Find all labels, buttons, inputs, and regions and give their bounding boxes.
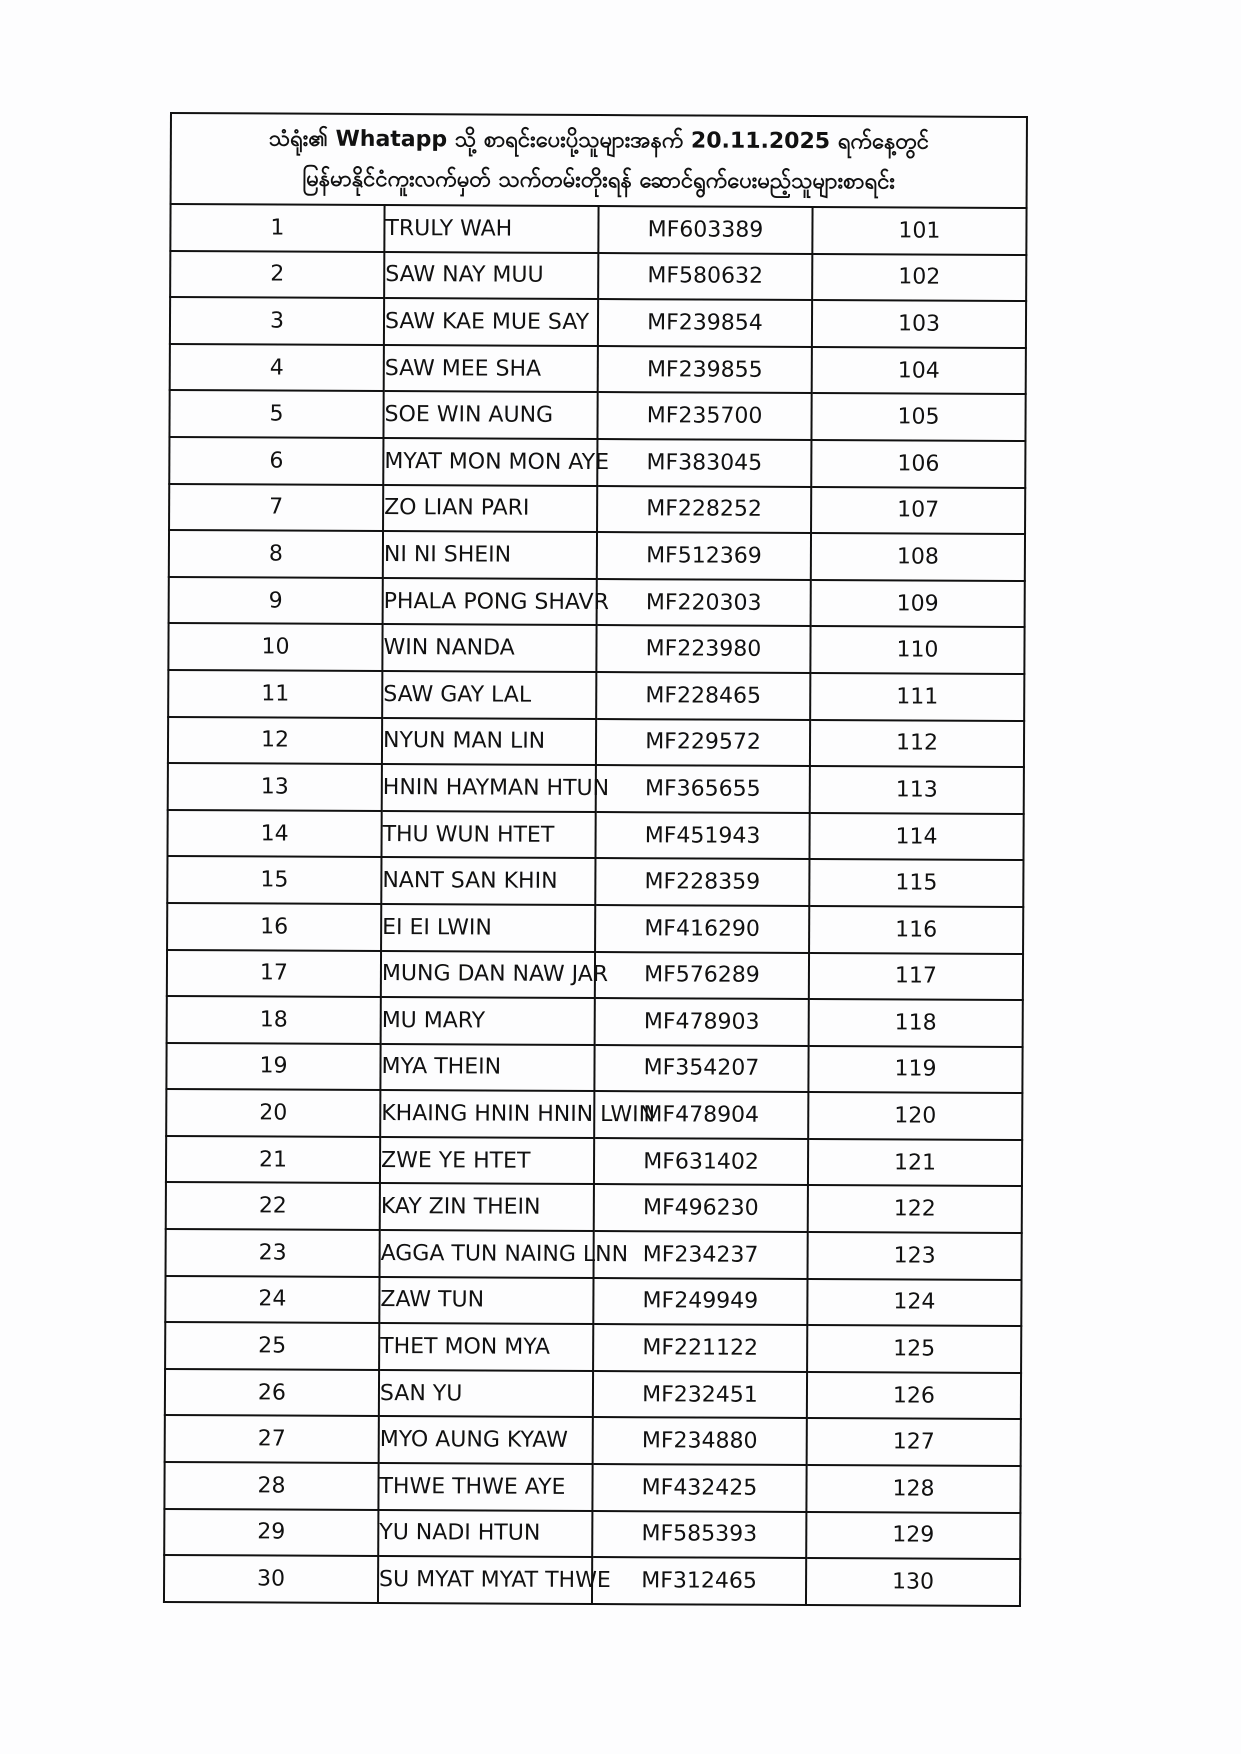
sequence-number-cell: 122 (808, 1185, 1022, 1233)
sequence-number-cell: 114 (809, 813, 1023, 861)
sequence-number-cell: 117 (809, 953, 1023, 1001)
sequence-number-cell: 109 (811, 580, 1025, 628)
sequence-number-cell: 103 (812, 300, 1026, 348)
name-cell: THET MON MYA (379, 1323, 593, 1371)
roster-table (163, 112, 1028, 1607)
sequence-number-cell: 124 (807, 1279, 1021, 1327)
table-row (166, 1182, 1022, 1233)
row-number-cell: 19 (166, 1043, 380, 1091)
passport-number-cell: MF223980 (596, 625, 810, 673)
passport-number-cell: MF220303 (597, 579, 811, 627)
title-line-2: မြန်မာနိုင်ငံကူးလက်မှတ် သက်တမ်းတိုးရန် ဆောင်ရွက်ပေးမည့်သူများစာရင်း (302, 166, 895, 194)
row-number-cell: 27 (165, 1415, 379, 1463)
row-number-cell: 25 (165, 1322, 379, 1370)
sequence-number-cell: 121 (808, 1139, 1022, 1187)
table-row (166, 1043, 1022, 1094)
sequence-number-cell: 110 (810, 626, 1024, 674)
sequence-number-cell: 105 (811, 393, 1025, 441)
table-row (167, 903, 1023, 954)
title-row (171, 113, 1027, 208)
passport-number-cell: MF234237 (594, 1231, 808, 1279)
name-cell: THU WUN HTET (381, 811, 595, 859)
sequence-number-cell: 101 (812, 207, 1026, 255)
name-cell: KHAING HNIN HNIN LWIN (380, 1090, 594, 1138)
passport-number-cell: MF228252 (597, 486, 811, 534)
name-cell: SU MYAT MYAT THWE (378, 1556, 592, 1604)
table-row (169, 437, 1025, 488)
row-number-cell: 15 (167, 856, 381, 904)
name-cell: MYO AUNG KYAW (379, 1416, 593, 1464)
row-number-cell: 16 (167, 903, 381, 951)
table-row (166, 1136, 1022, 1187)
passport-number-cell: MF603389 (598, 206, 812, 254)
name-cell: PHALA PONG SHAVR (383, 578, 597, 626)
row-number-cell: 1 (170, 204, 384, 252)
passport-number-cell: MF229572 (596, 719, 810, 767)
passport-number-cell: MF239855 (598, 346, 812, 394)
name-cell: AGGA TUN NAING LNN (380, 1230, 594, 1278)
passport-number-cell: MF478903 (595, 998, 809, 1046)
passport-number-cell: MF432425 (592, 1464, 806, 1512)
row-number-cell: 6 (169, 437, 383, 485)
title-cell (171, 113, 1027, 208)
table-row (168, 717, 1024, 768)
passport-number-cell: MF451943 (595, 812, 809, 860)
row-number-cell: 18 (167, 996, 381, 1044)
sequence-number-cell: 127 (807, 1418, 1021, 1466)
row-number-cell: 11 (168, 670, 382, 718)
table-row (169, 577, 1025, 628)
name-cell: MYAT MON MON AYE (383, 438, 597, 486)
row-number-cell: 12 (168, 717, 382, 765)
table-row (168, 623, 1024, 674)
table-row (169, 484, 1025, 535)
row-number-cell: 4 (170, 344, 384, 392)
passport-number-cell: MF576289 (595, 952, 809, 1000)
sequence-number-cell: 128 (806, 1465, 1020, 1513)
passport-number-cell: MF239854 (598, 299, 812, 347)
table-row (166, 1229, 1022, 1280)
row-number-cell: 24 (165, 1276, 379, 1324)
name-cell: YU NADI HTUN (378, 1510, 592, 1558)
row-number-cell: 8 (169, 530, 383, 578)
row-number-cell: 22 (166, 1182, 380, 1230)
sequence-number-cell: 113 (810, 766, 1024, 814)
name-cell: SAW NAY MUU (384, 252, 598, 300)
passport-number-cell: MF354207 (594, 1045, 808, 1093)
table-row (169, 530, 1025, 581)
sequence-number-cell: 116 (809, 906, 1023, 954)
name-cell: NI NI SHEIN (383, 531, 597, 579)
sequence-number-cell: 112 (810, 720, 1024, 768)
name-cell: WIN NANDA (382, 624, 596, 672)
table-row (164, 1509, 1020, 1560)
sequence-number-cell: 130 (806, 1558, 1020, 1606)
table-row (165, 1369, 1021, 1420)
table-row (169, 390, 1025, 441)
row-number-cell: 29 (164, 1509, 378, 1557)
sequence-number-cell: 111 (810, 673, 1024, 721)
table-row (168, 763, 1024, 814)
roster-sheet (163, 112, 1028, 1607)
name-cell: SAW KAE MUE SAY (384, 298, 598, 346)
passport-number-cell: MF221122 (593, 1324, 807, 1372)
sequence-number-cell: 107 (811, 487, 1025, 535)
table-row (168, 670, 1024, 721)
name-cell: SAW MEE SHA (384, 345, 598, 393)
sequence-number-cell: 115 (809, 859, 1023, 907)
table-row (170, 204, 1026, 255)
table-row (170, 251, 1026, 302)
sequence-number-cell: 119 (808, 1046, 1022, 1094)
name-cell: ZWE YE HTET (380, 1137, 594, 1185)
table-row (165, 1322, 1021, 1373)
table-row (170, 344, 1026, 395)
row-number-cell: 14 (167, 810, 381, 858)
passport-number-cell: MF365655 (596, 765, 810, 813)
row-number-cell: 28 (164, 1462, 378, 1510)
passport-number-cell: MF249949 (593, 1278, 807, 1326)
passport-number-cell: MF383045 (597, 439, 811, 487)
passport-number-cell: MF580632 (598, 253, 812, 301)
title-line-1: သံရုံး၏ Whatapp သို့ စာရင်းပေးပို့သူများအနက် 20.11.2025 ရက်နေ့တွင် (268, 125, 929, 155)
passport-number-cell: MF232451 (593, 1371, 807, 1419)
row-number-cell: 2 (170, 251, 384, 299)
name-cell: MU MARY (381, 997, 595, 1045)
table-row (167, 856, 1023, 907)
name-cell: MUNG DAN NAW JAR (381, 951, 595, 999)
passport-number-cell: MF585393 (592, 1511, 806, 1559)
row-number-cell: 17 (167, 949, 381, 997)
row-number-cell: 13 (168, 763, 382, 811)
passport-number-cell: MF416290 (595, 905, 809, 953)
sequence-number-cell: 106 (811, 440, 1025, 488)
name-cell: ZO LIAN PARI (383, 485, 597, 533)
table-row (167, 810, 1023, 861)
name-cell: NYUN MAN LIN (382, 718, 596, 766)
table-row (164, 1555, 1020, 1606)
passport-number-cell: MF234880 (593, 1417, 807, 1465)
sequence-number-cell: 102 (812, 254, 1026, 302)
table-row (167, 949, 1023, 1000)
name-cell: SAN YU (379, 1370, 593, 1418)
table-row (165, 1415, 1021, 1466)
passport-number-cell: MF235700 (597, 392, 811, 440)
row-number-cell: 5 (169, 390, 383, 438)
name-cell: SOE WIN AUNG (383, 391, 597, 439)
passport-number-cell: MF312465 (592, 1557, 806, 1605)
table-row (166, 1089, 1022, 1140)
sequence-number-cell: 125 (807, 1325, 1021, 1373)
row-number-cell: 9 (169, 577, 383, 625)
row-number-cell: 20 (166, 1089, 380, 1137)
passport-number-cell: MF478904 (594, 1091, 808, 1139)
row-number-cell: 21 (166, 1136, 380, 1184)
passport-number-cell: MF631402 (594, 1138, 808, 1186)
table-row (170, 297, 1026, 348)
name-cell: THWE THWE AYE (378, 1463, 592, 1511)
name-cell: TRULY WAH (384, 205, 598, 253)
passport-number-cell: MF496230 (594, 1184, 808, 1232)
table-row (164, 1462, 1020, 1513)
row-number-cell: 10 (168, 623, 382, 671)
name-cell: EI EI LWIN (381, 904, 595, 952)
sequence-number-cell: 108 (811, 533, 1025, 581)
name-cell: KAY ZIN THEIN (380, 1183, 594, 1231)
sequence-number-cell: 120 (808, 1092, 1022, 1140)
name-cell: HNIN HAYMAN HTUN (382, 764, 596, 812)
table-row (165, 1276, 1021, 1327)
name-cell: NANT SAN KHIN (381, 857, 595, 905)
row-number-cell: 7 (169, 484, 383, 532)
sequence-number-cell: 129 (806, 1512, 1020, 1560)
row-number-cell: 30 (164, 1555, 378, 1603)
sequence-number-cell: 118 (809, 999, 1023, 1047)
sequence-number-cell: 126 (807, 1372, 1021, 1420)
row-number-cell: 23 (166, 1229, 380, 1277)
passport-number-cell: MF228465 (596, 672, 810, 720)
row-number-cell: 26 (165, 1369, 379, 1417)
name-cell: SAW GAY LAL (382, 671, 596, 719)
passport-number-cell: MF228359 (595, 858, 809, 906)
table-row (167, 996, 1023, 1047)
sequence-number-cell: 123 (808, 1232, 1022, 1280)
sequence-number-cell: 104 (812, 347, 1026, 395)
name-cell: MYA THEIN (380, 1044, 594, 1092)
passport-number-cell: MF512369 (597, 532, 811, 580)
name-cell: ZAW TUN (379, 1277, 593, 1325)
row-number-cell: 3 (170, 297, 384, 345)
